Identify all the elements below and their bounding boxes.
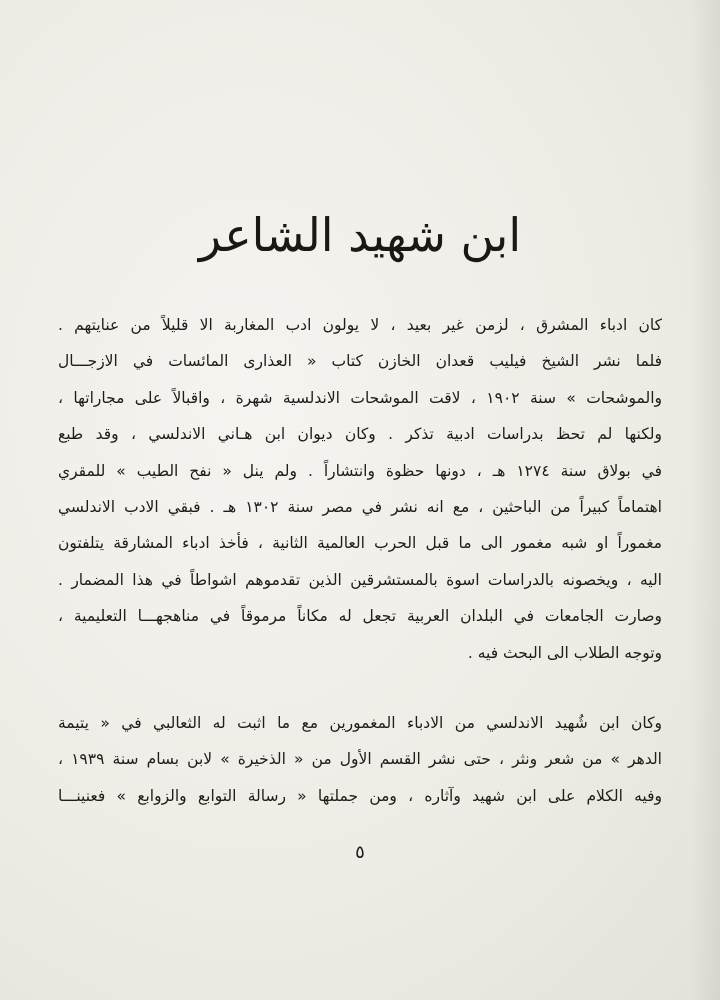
text-line: فلما نشر الشيخ فيليب قعدان الخازن كتاب « العذارى المائسات في الازجـــال: [58, 352, 662, 371]
text-line: وكان ابن شُهيد الاندلسي من الادباء المغمورين مع ما اثبت له الثعالبي في « يتيمة: [58, 714, 662, 732]
text-line: الدهر » من شعر ونثر ، حتى نشر القسم الأول من « الذخيرة » لابن بسام سنة ١٩٣٩ ،: [58, 750, 662, 769]
text-line: وصارت الجامعات في البلدان العربية تجعل له مكاناً مرموقاً في مناهجهـــا التعليمية ،: [58, 607, 662, 626]
text-line: اليه ، ويخصونه بالدراسات اسوة بالمستشرقين الذين تقدموهم اشواطاً في هذا المضمار .: [58, 570, 662, 589]
text-line: والموشحات » سنة ١٩٠٢ ، لاقت الموشحات الاندلسية شهرة ، واقبالاً على مجاراتها ،: [58, 388, 662, 407]
text-line: في بولاق سنة ١٢٧٤ هـ ، دونها حظوة وانتشاراً . ولم ينل « نفح الطيب » للمقري: [58, 461, 662, 480]
paragraph-2: [58, 705, 662, 814]
text-line: كان ادباء المشرق ، لزمن غير بعيد ، لا يولون ادب المغاربة الا قليلاً من عنايتهم .: [58, 316, 662, 334]
text-line: وتوجه الطلاب الى البحث فيه .: [467, 643, 662, 662]
text-line: وفيه الكلام على ابن شهيد وآثاره ، ومن جملتها « رسالة التوابع والزوابع » فعنينـــا: [58, 786, 662, 805]
text-line: مغموراً او شبه مغمور الى ما قبل الحرب العالمية الثانية ، فأخذ ادباء المشارقة يتلفتون: [58, 534, 662, 553]
page-number: ٥: [355, 842, 365, 863]
text-line: ولكنها لم تحظ بدراسات ادبية تذكر . وكان ديوان ابن هـاني الاندلسي ، وقد طبع: [58, 425, 662, 444]
text-line: اهتماماً كبيراً من الباحثين ، مع انه نشر في مصر سنة ١٣٠٢ هـ . فبقي الادب الاندلسي: [58, 497, 662, 516]
paragraph-1: [58, 307, 662, 671]
chapter-title: ابن شهيد الشاعر: [198, 208, 522, 262]
